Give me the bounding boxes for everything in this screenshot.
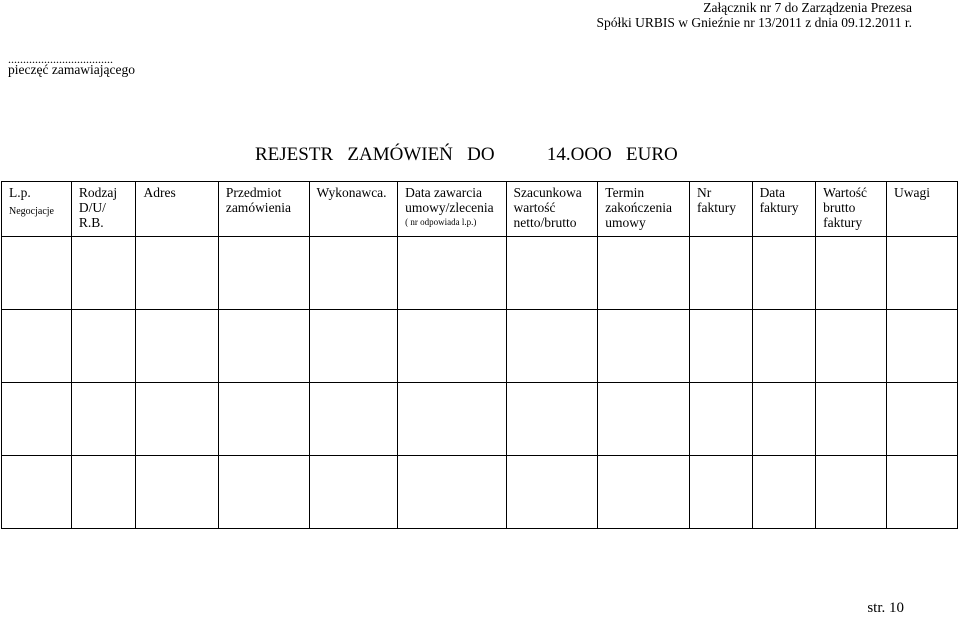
col-szacunkowa: Szacunkowa wartość netto/brutto [506, 182, 598, 237]
table-cell[interactable] [752, 456, 816, 529]
table-cell[interactable] [2, 383, 72, 456]
col-nr-faktury: Nr faktury [690, 182, 753, 237]
stamp-dots: ................................... [8, 52, 113, 66]
table-cell[interactable] [598, 456, 690, 529]
col-wartosc-brutto: Wartość brutto faktury [816, 182, 887, 237]
table-cell[interactable] [887, 237, 958, 310]
table-cell[interactable] [309, 456, 398, 529]
table-cell[interactable] [816, 310, 887, 383]
table-cell[interactable] [398, 456, 506, 529]
table-cell[interactable] [690, 456, 753, 529]
table-cell[interactable] [136, 237, 218, 310]
page-number: str. 10 [867, 600, 904, 616]
col-rodzaj: Rodzaj D/U/ R.B. [71, 182, 136, 237]
table-cell[interactable] [71, 237, 136, 310]
col-termin: Termin zakończenia umowy [598, 182, 690, 237]
col-data-faktury: Data faktury [752, 182, 816, 237]
table-cell[interactable] [690, 237, 753, 310]
table-cell[interactable] [71, 383, 136, 456]
table-cell[interactable] [218, 383, 309, 456]
table-cell[interactable] [71, 310, 136, 383]
col-lp-sub: Negocjacje [9, 206, 54, 217]
document-header [492, 0, 912, 30]
col-adres: Adres [136, 182, 218, 237]
table-cell[interactable] [136, 383, 218, 456]
attachment-line: Załącznik nr 7 do Zarządzenia Prezesa [703, 0, 912, 15]
table-cell[interactable] [690, 383, 753, 456]
stamp-label: pieczęć zamawiającego [8, 62, 136, 77]
table-cell[interactable] [506, 383, 598, 456]
col-lp-label: L.p. [9, 185, 31, 200]
table-cell[interactable] [690, 310, 753, 383]
table-cell[interactable] [2, 456, 72, 529]
table-cell[interactable] [752, 237, 816, 310]
table-cell[interactable] [2, 310, 72, 383]
title-amount: 14.OOO EURO [546, 144, 678, 165]
table-cell[interactable] [816, 456, 887, 529]
col-data-zawarcia-sub: ( nr odpowiada l.p.) [405, 217, 477, 227]
company-line: Spółki URBIS w Gnieźnie nr 13/2011 z dnia 09.12.2011 r. [596, 15, 912, 30]
table-cell[interactable] [506, 456, 598, 529]
table-cell[interactable] [398, 310, 506, 383]
register-table [1, 181, 958, 529]
table-cell[interactable] [136, 456, 218, 529]
table-cell[interactable] [816, 383, 887, 456]
table-row [2, 237, 958, 310]
col-lp [2, 182, 72, 237]
table-cell[interactable] [2, 237, 72, 310]
col-data-zawarcia-label: Data zawarcia umowy/zlecenia [405, 185, 494, 215]
table-cell[interactable] [887, 456, 958, 529]
table-cell[interactable] [71, 456, 136, 529]
table-cell[interactable] [309, 383, 398, 456]
table-cell[interactable] [598, 310, 690, 383]
table-cell[interactable] [598, 383, 690, 456]
table-cell[interactable] [598, 237, 690, 310]
header-row [2, 182, 958, 237]
table-cell[interactable] [887, 383, 958, 456]
table-cell[interactable] [309, 237, 398, 310]
table-cell[interactable] [218, 237, 309, 310]
table-cell[interactable] [752, 383, 816, 456]
table-cell[interactable] [398, 383, 506, 456]
table-cell[interactable] [398, 237, 506, 310]
table-cell[interactable] [506, 237, 598, 310]
table-cell[interactable] [218, 310, 309, 383]
table-cell[interactable] [752, 310, 816, 383]
col-przedmiot: Przedmiot zamówienia [218, 182, 309, 237]
table-row [2, 383, 958, 456]
register-title [255, 144, 678, 166]
table-row [2, 456, 958, 529]
col-data-zawarcia [398, 182, 506, 237]
table-cell[interactable] [309, 310, 398, 383]
table-cell[interactable] [887, 310, 958, 383]
col-wykonawca: Wykonawca. [309, 182, 398, 237]
table-cell[interactable] [136, 310, 218, 383]
table-cell[interactable] [218, 456, 309, 529]
col-uwagi: Uwagi [887, 182, 958, 237]
table-cell[interactable] [816, 237, 887, 310]
table-row [2, 310, 958, 383]
title-main: REJESTR ZAMÓWIEŃ DO [255, 144, 495, 165]
table-cell[interactable] [506, 310, 598, 383]
